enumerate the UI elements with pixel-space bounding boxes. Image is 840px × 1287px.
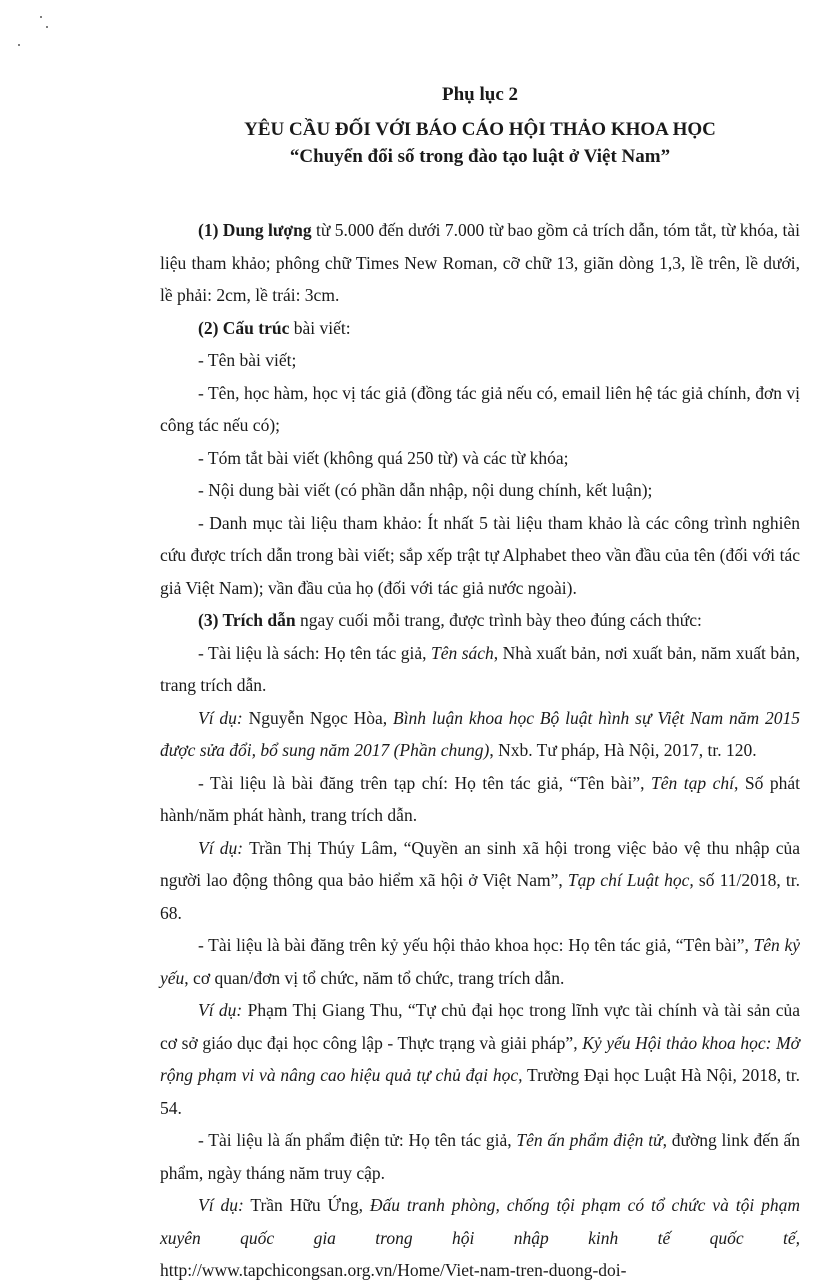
example-label: Ví dụ: <box>198 1195 244 1215</box>
section-2-heading <box>160 312 800 345</box>
document-title: YÊU CẦU ĐỐI VỚI BÁO CÁO HỘI THẢO KHOA HỌC <box>244 119 716 140</box>
example-italic: Kỷ yếu Hội thảo khoa học: Mở rộng phạm vi và nâng cao hiệu quả tự chủ đại học, <box>160 1032 800 1085</box>
list-item: - Tóm tắt bài viết (không quá 250 từ) và các từ khóa; <box>198 447 569 468</box>
scan-speck <box>18 44 20 46</box>
citation-rule-electronic <box>160 1124 800 1189</box>
example-text: Trần Hữu Ứng, <box>243 1195 370 1215</box>
rule-text: , đường link đến ấn phẩm, ngày tháng năm truy cập. <box>160 1130 800 1183</box>
example-url: http://www.tapchicongsan.org.vn/Home/Viet-nam-tren-duong-doi- <box>160 1260 627 1280</box>
example-text: , Nxb. Tư pháp, Hà Nội, 2017, tr. 120. <box>489 740 757 760</box>
rule-italic: Tên kỷ yếu <box>160 935 800 988</box>
scan-speck <box>46 26 48 28</box>
rule-text: , Nhà xuất bản, nơi xuất bản, năm xuất bản, trang trích dẫn. <box>160 642 801 695</box>
rule-text: , Số phát hành/năm phát hành, trang trích dẫn. <box>160 772 800 825</box>
example-italic: Bình luận khoa học Bộ luật hình sự Việt Nam năm 2015 được sửa đổi, bổ sung năm 2017 (Phần chung) <box>160 707 800 760</box>
rule-italic: Tên sách <box>430 642 494 663</box>
section-2-text: bài viết: <box>289 317 351 338</box>
citation-example-proceedings <box>160 994 800 1124</box>
example-italic: Tạp chí Luật học, <box>567 870 694 890</box>
rule-text: - Tài liệu là bài đăng trên kỷ yếu hội thảo khoa học: Họ tên tác giả, “Tên bài”, <box>198 935 754 955</box>
citation-example-journal <box>160 832 800 930</box>
citation-rule-proceedings <box>160 929 800 994</box>
example-text: Trường Đại học Luật Hà Nội, 2018, tr. 54. <box>160 1065 801 1118</box>
section-2-label: (2) Cấu trúc <box>198 317 290 338</box>
citation-rule-book <box>160 637 800 702</box>
citation-rule-journal <box>160 767 800 832</box>
citation-example-electronic <box>160 1189 800 1254</box>
appendix-label: Phụ lục 2 <box>441 84 519 105</box>
rule-text: , cơ quan/đơn vị tổ chức, năm tổ chức, trang trích dẫn. <box>184 967 565 988</box>
list-item: - Danh mục tài liệu tham khảo: Ít nhất 5 tài liệu tham khảo là các công trình nghiên cứu được trích dẫn trong bài viết; sắp xếp trật tự Alphabet theo vần đầu của tên (đối với tác giả Việt Nam); vần đầu của họ (đối với tác giả nước ngoài). <box>160 512 800 598</box>
document-subtitle: “Chuyển đổi số trong đào tạo luật ở Việt Nam” <box>289 146 671 167</box>
example-label: Ví dụ: <box>198 837 244 858</box>
section-3-heading <box>160 604 800 637</box>
list-item: - Nội dung bài viết (có phần dẫn nhập, nội dung chính, kết luận); <box>198 480 653 500</box>
section-1-label: (1) Dung lượng <box>198 220 312 240</box>
section-3-text: ngay cuối mỗi trang, được trình bày theo đúng cách thức: <box>295 610 702 630</box>
example-text: số 11/2018, tr. 68. <box>160 870 800 923</box>
rule-text: - Tài liệu là sách: Họ tên tác giả, <box>198 642 431 663</box>
citation-example-book <box>160 702 800 767</box>
example-text: Phạm Thị Giang Thu, “Tự chủ đại học trong lĩnh vực tài chính và tài sản của cơ sở giáo dục đại học công lập - Thực trạng và giải pháp”, <box>160 1000 800 1053</box>
rule-italic: Tên ấn phẩm điện tử <box>516 1130 663 1150</box>
example-text: Nguyễn Ngọc Hòa, <box>242 707 393 728</box>
document-page <box>160 82 800 1287</box>
rule-text: - Tài liệu là ấn phẩm điện tử: Họ tên tác giả, <box>198 1130 517 1150</box>
list-item: - Tên, học hàm, học vị tác giả (đồng tác giả nếu có, email liên hệ tác giả chính, đơn vị công tác nếu có); <box>160 382 800 435</box>
section-1-paragraph <box>160 214 800 312</box>
section-3-label: (3) Trích dẫn <box>198 610 296 630</box>
document-body <box>160 214 800 1287</box>
section-1-text: từ 5.000 đến dưới 7.000 từ bao gồm cả trích dẫn, tóm tắt, từ khóa, tài liệu tham khảo; phông chữ Times New Roman, cỡ chữ 13, giãn dòng 1,3, lề trên, lề dưới, lề phải: 2cm, lề trái: 3cm. <box>160 220 800 305</box>
list-item: - Tên bài viết; <box>198 350 297 370</box>
example-label: Ví dụ: <box>198 1000 243 1020</box>
example-label: Ví dụ: <box>198 707 243 728</box>
example-text: Trần Thị Thúy Lâm, “Quyền an sinh xã hội trong việc bảo vệ thu nhập của người lao động thông qua bảo hiểm xã hội ở Việt Nam”, <box>160 837 800 890</box>
rule-italic: Tên tạp chí <box>650 772 734 793</box>
scan-speck <box>40 16 42 18</box>
title-block <box>160 82 800 170</box>
example-italic: Đấu tranh phòng, chống tội phạm có tổ chức và tội phạm xuyên quốc gia trong hội nhập kinh tế quốc tế, <box>160 1195 800 1248</box>
rule-text: - Tài liệu là bài đăng trên tạp chí: Họ tên tác giả, “Tên bài”, <box>198 772 651 793</box>
